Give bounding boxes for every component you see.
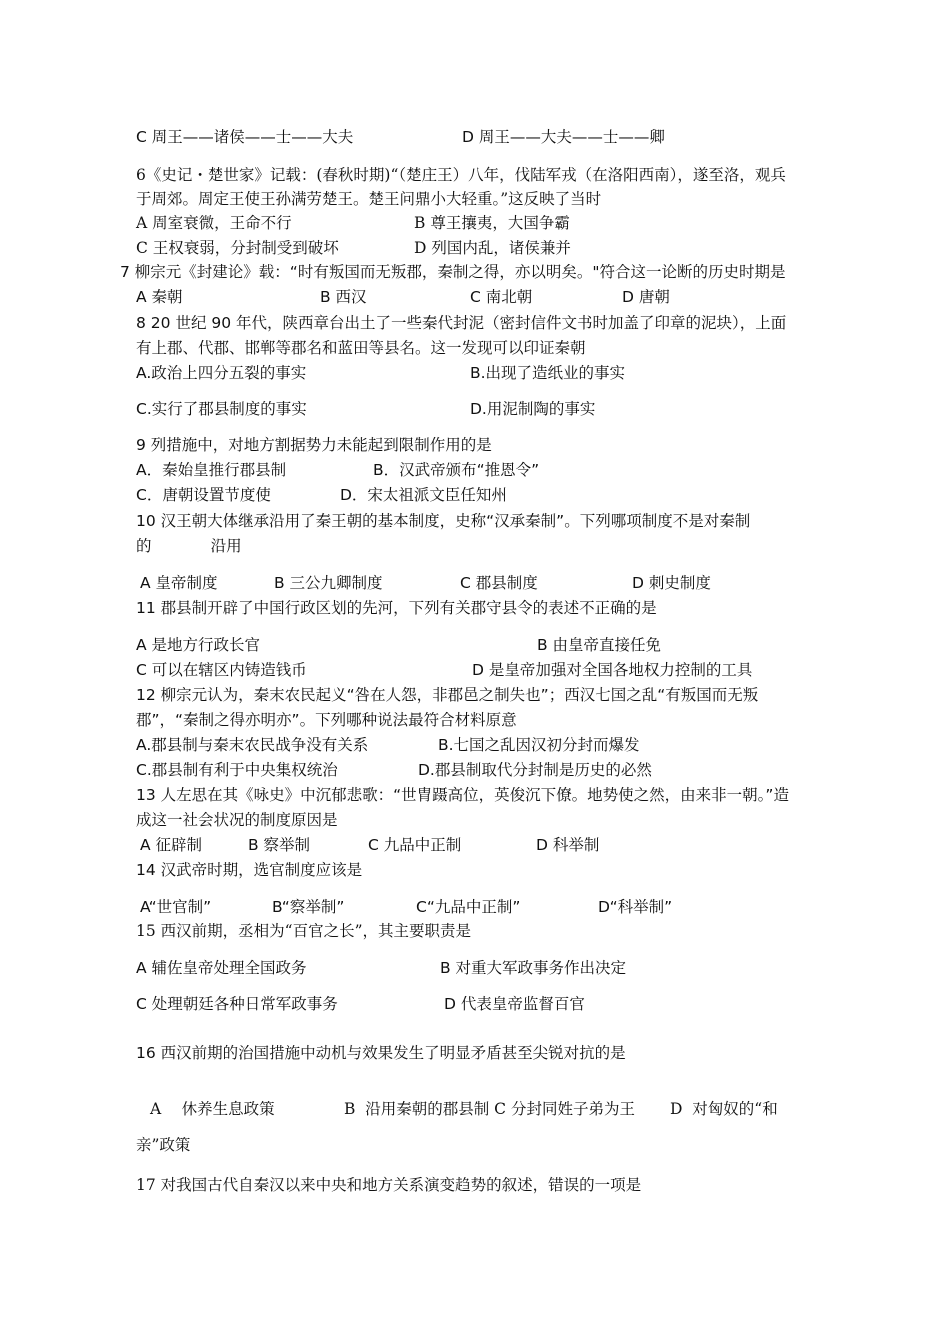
- q9-option-b: B．汉武帝颁布“推恩令”: [373, 461, 540, 479]
- q11-option-a: A 是地方行政长官: [136, 636, 261, 654]
- q9-stem: 9 列措施中，对地方割据势力未能起到限制作用的是: [136, 436, 492, 454]
- q5-option-d: D 周王——大夫——士——卿: [462, 128, 665, 146]
- q8-option-b: B.出现了造纸业的事实: [470, 364, 626, 382]
- q14-stem: 14 汉武帝时期，选官制度应该是: [136, 861, 363, 879]
- q14-option-d: D“科举制”: [598, 898, 673, 916]
- q14-option-a: A“世官制”: [140, 898, 212, 916]
- q13-option-a: A 征辟制: [140, 836, 203, 854]
- q5-option-c: C 周王——诸侯——士——大夫: [136, 128, 354, 146]
- q11-option-c: C 可以在辖区内铸造钱币: [136, 661, 307, 679]
- q10-stem-line-1: 10 汉王朝大体继承沿用了秦王朝的基本制度，史称“汉承秦制”。下列哪项制度不是对秦制: [136, 512, 751, 530]
- q7-option-c: C 南北朝: [470, 288, 533, 306]
- q15-option-a: A 辅佐皇帝处理全国政务: [136, 959, 307, 977]
- q11-stem: 11 郡县制开辟了中国行政区划的先河，下列有关郡守县令的表述不正确的是: [136, 599, 657, 617]
- q10-option-d: D 刺史制度: [632, 574, 711, 592]
- q12-stem-line-2: 郡”，“秦制之得亦明亦”。下列哪种说法最符合材料原意: [136, 711, 517, 729]
- q8-option-a: A.政治上四分五裂的事实: [136, 364, 307, 382]
- q8-option-d: D.用泥制陶的事实: [470, 400, 596, 418]
- q6-option-b: B 尊王攘夷，大国争霸: [414, 214, 570, 232]
- q15-option-b: B 对重大军政事务作出决定: [440, 959, 627, 977]
- q16-option-d: D 对匈奴的“和: [670, 1100, 778, 1118]
- q12-option-a: A.郡县制与秦末农民战争没有关系: [136, 736, 369, 754]
- q13-stem-line-2: 成这一社会状况的制度原因是: [136, 811, 338, 829]
- q6-stem-line-2: 于周郊。周定王使王孙满劳楚王。楚王问鼎小大轻重。”这反映了当时: [136, 190, 602, 208]
- q16-stem: 16 西汉前期的治国措施中动机与效果发生了明显矛盾甚至尖锐对抗的是: [136, 1044, 626, 1062]
- q13-option-b: B 察举制: [248, 836, 311, 854]
- q15-stem: 15 西汉前期，丞相为“百官之长”，其主要职责是: [136, 922, 471, 940]
- q11-option-b: B 由皇帝直接任免: [537, 636, 662, 654]
- q17-stem: 17 对我国古代自秦汉以来中央和地方关系演变趋势的叙述，错误的一项是: [136, 1176, 642, 1194]
- q9-option-d: D．宋太祖派文臣任知州: [340, 486, 507, 504]
- q12-option-b: B.七国之乱因汉初分封而爆发: [438, 736, 640, 754]
- q7-option-b: B 西汉: [320, 288, 367, 306]
- q12-stem-line-1: 12 柳宗元认为，秦末农民起义“咎在人怨，非郡邑之制失也”；西汉七国之乱“有叛国而无叛: [136, 686, 759, 704]
- q16-option-b-c: B 沿用秦朝的郡县制 C 分封同姓子弟为王: [344, 1100, 635, 1118]
- q16-option-a: A 休养生息政策: [150, 1100, 275, 1118]
- q15-option-d: D 代表皇帝监督百官: [444, 995, 585, 1013]
- q7-option-d: D 唐朝: [622, 288, 670, 306]
- q12-option-c: C.郡县制有利于中央集权统治: [136, 761, 338, 779]
- q16-option-d-wrap: 亲”政策: [136, 1136, 191, 1154]
- q6-option-c: C 王权衰弱，分封制受到破坏: [136, 239, 339, 257]
- q8-option-c: C.实行了郡县制度的事实: [136, 400, 307, 418]
- q10-stem-line-2: 的 沿用: [136, 537, 242, 555]
- q11-option-d: D 是皇帝加强对全国各地权力控制的工具: [472, 661, 753, 679]
- q13-option-d: D 科举制: [536, 836, 600, 854]
- q14-option-b: B“察举制”: [272, 898, 345, 916]
- q10-option-a: A 皇帝制度: [140, 574, 218, 592]
- q14-option-c: C“九品中正制”: [416, 898, 521, 916]
- q6-option-a: A 周室衰微，王命不行: [136, 214, 292, 232]
- q8-stem-line-1: 8 20 世纪 90 年代，陕西章台出土了一些秦代封泥（密封信件文书时加盖了印章的泥块），上面: [136, 314, 787, 332]
- q6-stem-line-1: 6《史记・楚世家》记载：(春秋时期)“（楚庄王）八年，伐陆军戎（在洛阳西南），遂至洛，观兵: [136, 166, 786, 184]
- q12-option-d: D.郡县制取代分封制是历史的必然: [418, 761, 652, 779]
- q10-option-b: B 三公九卿制度: [274, 574, 383, 592]
- q13-stem-line-1: 13 人左思在其《咏史》中沉郁悲歌：“世胄蹑高位，英俊沉下僚。地势使之然，由来非一朝。”造: [136, 786, 789, 804]
- q6-option-d: D 列国内乱，诸侯兼并: [414, 239, 571, 257]
- q8-stem-line-2: 有上郡、代郡、邯郸等郡名和蓝田等县名。这一发现可以印证秦朝: [136, 339, 586, 357]
- q7-option-a: A 秦朝: [136, 288, 183, 306]
- q9-option-c: C．唐朝设置节度使: [136, 486, 271, 504]
- q10-option-c: C 郡县制度: [460, 574, 538, 592]
- q15-option-c: C 处理朝廷各种日常军政事务: [136, 995, 338, 1013]
- q13-option-c: C 九品中正制: [368, 836, 462, 854]
- q9-option-a: A．秦始皇推行郡县制: [136, 461, 287, 479]
- q7-stem: 7 柳宗元《封建论》载：“时有叛国而无叛郡，秦制之得，亦以明矣。"符合这一论断的历史时期是: [120, 263, 786, 281]
